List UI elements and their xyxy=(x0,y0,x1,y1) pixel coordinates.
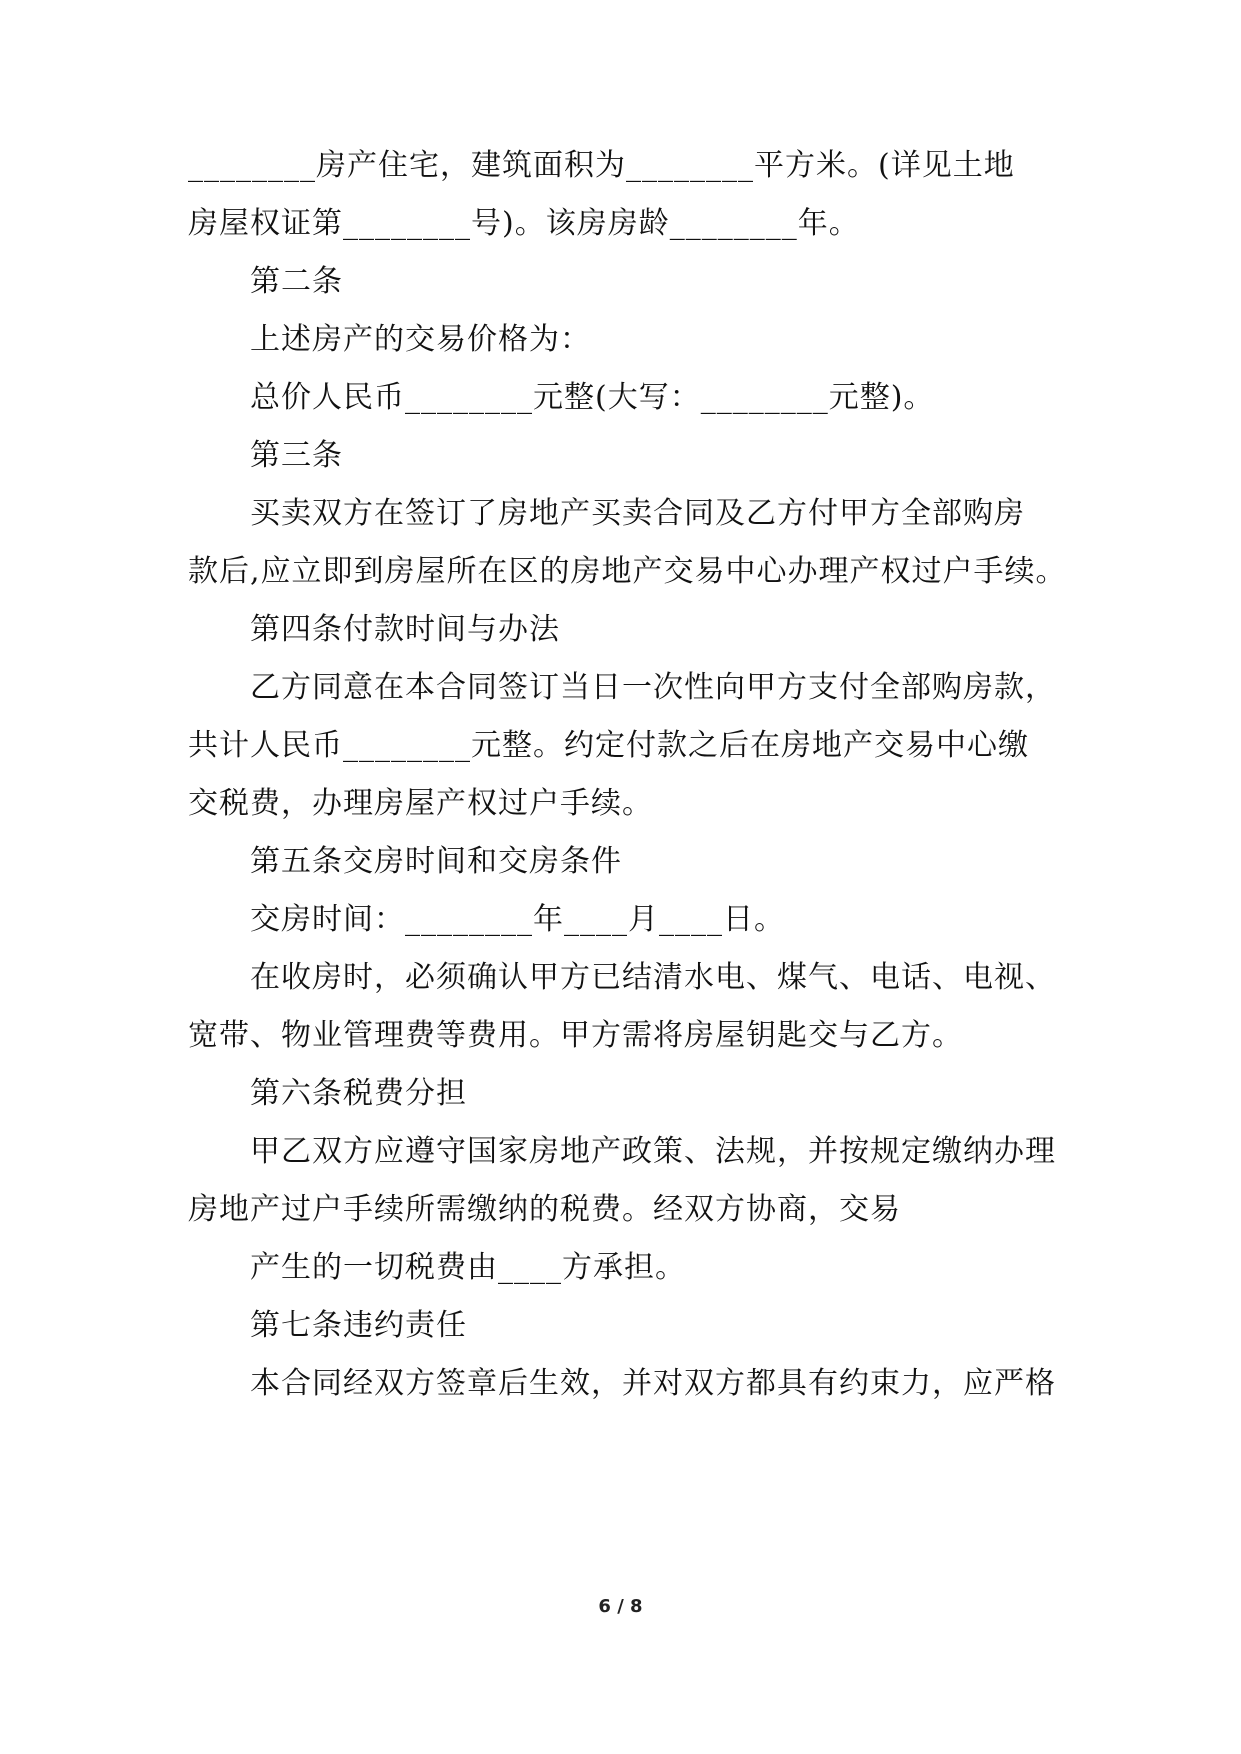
article-heading: 第五条交房时间和交房条件 xyxy=(250,844,622,879)
paragraph-line: 交税费，办理房屋产权过户手续。 xyxy=(188,786,653,821)
paragraph-line: 房屋权证第________号)。该房房龄________年。 xyxy=(188,206,860,241)
paragraph-line: 宽带、物业管理费等费用。甲方需将房屋钥匙交与乙方。 xyxy=(188,1018,963,1053)
article-heading: 第二条 xyxy=(250,264,343,299)
page-number: 6 / 8 xyxy=(598,1596,643,1617)
article-heading: 第四条付款时间与办法 xyxy=(250,612,560,647)
paragraph-line: 共计人民币________元整。约定付款之后在房地产交易中心缴 xyxy=(188,728,1029,763)
paragraph-line: 甲乙双方应遵守国家房地产政策、法规，并按规定缴纳办理 xyxy=(250,1134,1056,1169)
paragraph-line: 在收房时，必须确认甲方已结清水电、煤气、电话、电视、 xyxy=(250,960,1056,995)
paragraph-line: 总价人民币________元整(大写：________元整)。 xyxy=(250,380,935,415)
article-heading: 第七条违约责任 xyxy=(250,1308,467,1343)
article-heading: 第六条税费分担 xyxy=(250,1076,467,1111)
paragraph-line: ________房产住宅，建筑面积为________平方米。(详见土地 xyxy=(188,148,1015,183)
paragraph-line: 交房时间：________年____月____日。 xyxy=(250,902,785,937)
paragraph-line: 买卖双方在签订了房地产买卖合同及乙方付甲方全部购房 xyxy=(250,496,1025,531)
paragraph-line: 上述房产的交易价格为： xyxy=(250,322,591,357)
article-heading: 第三条 xyxy=(250,438,343,473)
paragraph-line: 款后,应立即到房屋所在区的房地产交易中心办理产权过户手续。 xyxy=(188,554,1067,589)
paragraph-line: 产生的一切税费由____方承担。 xyxy=(250,1250,686,1285)
paragraph-line: 乙方同意在本合同签订当日一次性向甲方支付全部购房款， xyxy=(250,670,1056,705)
paragraph-line: 房地产过户手续所需缴纳的税费。经双方协商，交易 xyxy=(188,1192,901,1227)
paragraph-line: 本合同经双方签章后生效，并对双方都具有约束力，应严格 xyxy=(250,1366,1056,1401)
